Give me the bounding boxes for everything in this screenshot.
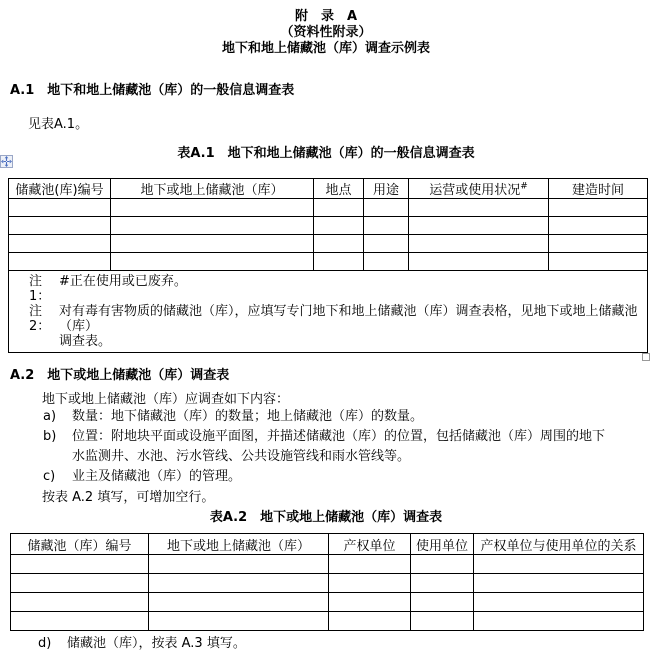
note-line [29,304,641,349]
empty-cell[interactable] [549,199,648,217]
list-item-a [43,407,652,427]
empty-cell[interactable] [314,217,364,235]
header-cell: 产权单位与使用单位的关系 [474,534,644,555]
empty-cell[interactable] [411,574,474,593]
section-a2-intro: 地下或地上储藏池（库）应调查如下内容： [42,392,290,407]
note-label: 注1： [29,274,51,304]
appendix-title: 附 录 A [294,9,358,24]
table-row [11,555,644,574]
status-footnote-mark: # [520,181,528,192]
empty-cell[interactable] [9,217,111,235]
empty-cell[interactable] [474,555,644,574]
header-cell: 产权单位 [329,534,411,555]
empty-cell[interactable] [409,217,549,235]
empty-cell[interactable] [364,217,409,235]
header-cell: 建造时间 [549,179,648,199]
table-row [11,612,644,631]
empty-cell[interactable] [411,593,474,612]
empty-cell[interactable] [409,235,549,253]
empty-cell[interactable] [111,235,314,253]
list-item-c [43,467,652,487]
empty-cell[interactable] [111,199,314,217]
empty-cell[interactable] [314,199,364,217]
note-label: 注2： [29,304,51,334]
empty-cell[interactable] [11,593,149,612]
empty-cell[interactable] [329,612,411,631]
empty-cell[interactable] [314,235,364,253]
empty-cell[interactable] [411,612,474,631]
table-a1-header-row [9,179,648,199]
empty-cell[interactable] [314,253,364,271]
list-item-d [38,637,652,651]
empty-cell[interactable] [364,253,409,271]
empty-cell[interactable] [111,217,314,235]
empty-cell[interactable] [149,593,329,612]
empty-cell[interactable] [149,555,329,574]
header-cell: 使用单位 [411,534,474,555]
header-cell: 地下或地上储藏池（库） [111,179,314,199]
list-item-text: 业主及储藏池（库）的管理。 [72,469,242,484]
table-move-icon[interactable] [0,155,13,168]
empty-cell[interactable] [474,593,644,612]
empty-cell[interactable] [11,555,149,574]
table-row [9,253,648,271]
table-a1-caption: 表A.1 地下和地上储藏池（库）的一般信息调查表 [177,146,475,161]
empty-cell[interactable] [364,235,409,253]
list-item-text: 储藏池（库），按表 A.3 填写。 [67,636,246,651]
section-a2-heading: A.2 地下或地上储藏池（库）调查表 [10,368,230,383]
header-cell: 地点 [314,179,364,199]
list-text-line: 位置：附地块平面或设施平面图，并描述储藏池（库）的位置，包括储藏池（库）周围的地下 [72,429,606,444]
note-text-line: 对有毒有害物质的储藏池（库），应填写专门地下和地上储藏池（库）调查表格，见地下或地上储藏池（库） [59,304,638,334]
table-row [11,593,644,612]
list-marker: d) [38,636,52,651]
section-a1-heading: A.1 地下和地上储藏池（库）的一般信息调查表 [10,83,295,98]
table-a2-caption: 表A.2 地下或地上储藏池（库）调查表 [209,510,443,525]
table-row [9,199,648,217]
table-a1-wrapper [8,178,647,353]
empty-cell[interactable] [149,574,329,593]
empty-cell[interactable] [11,574,149,593]
empty-cell[interactable] [549,253,648,271]
header-cell: 地下或地上储藏池（库） [149,534,329,555]
table-resize-icon[interactable] [642,353,650,361]
empty-cell[interactable] [409,253,549,271]
list-text-line: 水监测井、水池、污水管线、公共设施管线和雨水管线等。 [72,449,411,464]
note-text [59,304,641,349]
fill-instruction-text: 按表 A.2 填写，可增加空行。 [42,490,215,505]
empty-cell[interactable] [549,217,648,235]
table-a1-body [9,199,648,271]
empty-cell[interactable] [9,199,111,217]
empty-cell[interactable] [411,555,474,574]
table-a2-wrapper [10,533,643,631]
table-a2-header-row [11,534,644,555]
table-a2-body [11,555,644,631]
empty-cell[interactable] [149,612,329,631]
status-header-text: 运营或使用状况 [429,183,521,198]
list-item-text: 数量：地下储藏池（库）的数量；地上储藏池（库）的数量。 [72,409,424,424]
empty-cell[interactable] [329,555,411,574]
note-line [29,274,641,304]
table-row [11,574,644,593]
empty-cell[interactable] [329,574,411,593]
list-marker: a) [43,409,57,424]
empty-cell[interactable] [9,253,111,271]
header-cell: 用途 [364,179,409,199]
header-cell: 储藏池(库)编号 [9,179,111,199]
empty-cell[interactable] [329,593,411,612]
list-item-text [72,427,650,467]
move-cross-icon [1,156,12,167]
list-marker: b) [43,429,57,444]
empty-cell[interactable] [474,574,644,593]
list-marker: c) [43,469,56,484]
table-a2 [10,533,644,631]
note-text: #正在使用或已废弃。 [59,274,187,289]
note-text-line: 调查表。 [59,334,112,349]
appendix-subtitle: （资料性附录） [280,25,372,40]
empty-cell[interactable] [474,612,644,631]
empty-cell[interactable] [111,253,314,271]
empty-cell[interactable] [9,235,111,253]
header-cell [409,179,549,199]
empty-cell[interactable] [11,612,149,631]
appendix-title-block [0,0,652,57]
notes-cell [9,271,648,353]
list-item-b [43,427,652,467]
empty-cell[interactable] [409,199,549,217]
empty-cell[interactable] [364,199,409,217]
table-a1 [8,178,648,353]
appendix-table-title: 地下和地上储藏池（库）调查示例表 [221,41,430,56]
table-a1-notes-row [9,271,648,353]
table-row [9,235,648,253]
empty-cell[interactable] [549,235,648,253]
see-table-a1-text: 见表A.1。 [28,117,89,132]
header-cell: 储藏池（库）编号 [11,534,149,555]
table-row [9,217,648,235]
